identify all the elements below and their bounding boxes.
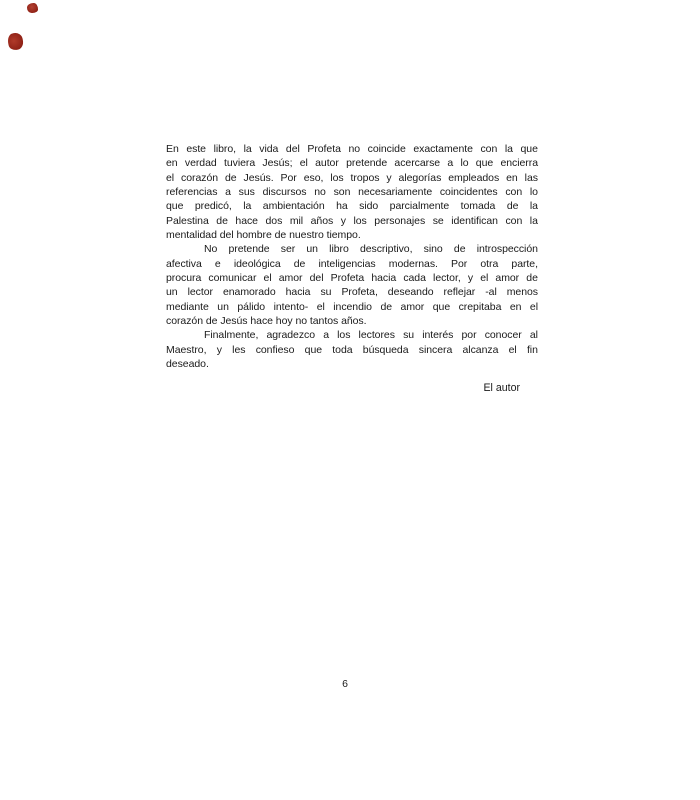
text-line: corazón de Jesús hace hoy no tantos años. [166, 314, 367, 327]
author-signature: El autor [483, 382, 520, 394]
paragraph [166, 142, 538, 242]
text-line: No pretende ser un libro descriptivo, sino de introspección [204, 243, 538, 256]
text-line: referencias a sus discursos no son necesariamente coincidentes con lo [166, 185, 538, 198]
text-line: Maestro, y les confieso que toda búsqueda sincera alcanza el fin [166, 343, 538, 356]
red-ink-stain-lower [6, 32, 24, 52]
text-line: mediante un pálido intento- el incendio de amor que crepitaba en el [166, 300, 538, 313]
red-ink-stain-top [27, 3, 38, 13]
paragraph [166, 328, 538, 371]
text-line: Palestina de hace dos mil años y los personajes se identifican con la [166, 214, 538, 227]
text-line: mentalidad del hombre de nuestro tiempo. [166, 228, 361, 241]
text-line: Finalmente, agradezco a los lectores su interés por conocer al [204, 329, 538, 342]
text-line: en verdad tuviera Jesús; el autor pretende acercarse a lo que encierra [166, 157, 538, 170]
text-line: que predicó, la ambientación ha sido parcialmente tomada de la [166, 200, 538, 213]
text-line: un lector enamorado hacia su Profeta, deseando reflejar -al menos [166, 286, 538, 299]
text-line: En este libro, la vida del Profeta no coincide exactamente con la que [166, 143, 538, 155]
text-line: procura comunicar el amor del Profeta hacia cada lector, y el amor de [166, 271, 538, 284]
text-line: el corazón de Jesús. Por eso, los tropos y alegorías empleados en las [166, 171, 538, 184]
page-number: 6 [342, 678, 348, 690]
page-text-block [166, 142, 538, 371]
text-line: deseado. [166, 357, 209, 370]
text-line: afectiva e ideológica de inteligencias modernas. Por otra parte, [166, 257, 538, 270]
paragraph [166, 242, 538, 328]
